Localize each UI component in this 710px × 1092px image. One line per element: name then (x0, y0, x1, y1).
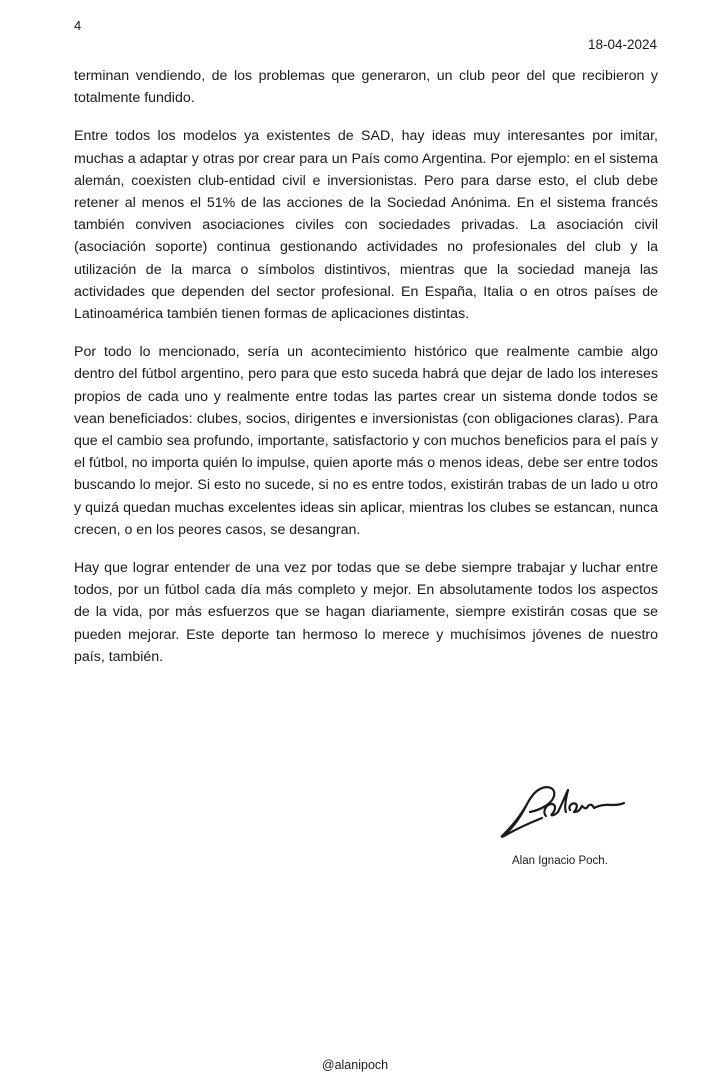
document-date: 18-04-2024 (587, 37, 657, 52)
paragraph-1: terminan vendiendo, de los problemas que generaron, un club peor del que recibieron y totalmente fundido. (74, 68, 658, 107)
signer-name: Alan Ignacio Poch. (512, 855, 608, 867)
footer-handle: @alanipoch (321, 1058, 389, 1072)
paragraph-4: Hay que lograr entender de una vez por todas que se debe siempre trabajar y luchar entre todos, por un fútbol cada día más completo y mejor. En absolutamente todos los aspectos de la vida, por más esfuerzos que se hagan diariamente, siempre existirán cosas que se pueden mejorar. Este deporte tan hermoso lo merece y muchísimos jóvenes de nuestro país, también. (74, 560, 658, 665)
handwritten-signature-icon (494, 772, 628, 852)
paragraph-3: Por todo lo mencionado, sería un acontecimiento histórico que realmente cambie algo dentro del fútbol argentino, pero para que esto suceda habrá que dejar de lado los intereses propios de cada uno y realmente entre todas las partes crear un sistema donde todos se vean beneficiados: clubes, socios, dirigentes e inversionistas (con obligaciones claras). Para que el cambio sea profundo, importante, satisfactorio y con muchos beneficios para el país y el fútbol, no importa quién lo impulse, quien aporte más o menos ideas, debe ser entre todos buscando lo mejor. Si esto no sucede, si no es entre todos, existirán trabas de un lado u otro y quizá quedan muchas excelentes ideas sin aplicar, mientras los clubes se estancan, nunca crecen, o en los peores casos, se desangran. (74, 344, 658, 538)
document-body (74, 65, 658, 684)
page-number: 4 (74, 18, 82, 33)
paragraph-2: Entre todos los modelos ya existentes de SAD, hay ideas muy interesantes por imitar, muchas a adaptar y otras por crear para un País como Argentina. Por ejemplo: en el sistema alemán, coexisten club-entidad civil e inversionistas. Pero para darse esto, el club debe retener al menos el 51% de las acciones de la Sociedad Anónima. En el sistema francés también conviven asociaciones civiles con sociedades privadas. La asociación civil (asociación soporte) continua gestionando actividades no profesionales del club y la utilización de la marca o símbolos distintivos, mientras que la sociedad maneja las actividades que dependen del sector profesional. En España, Italia o en otros países de Latinoamérica también tienen formas de aplicaciones distintas. (74, 128, 658, 323)
